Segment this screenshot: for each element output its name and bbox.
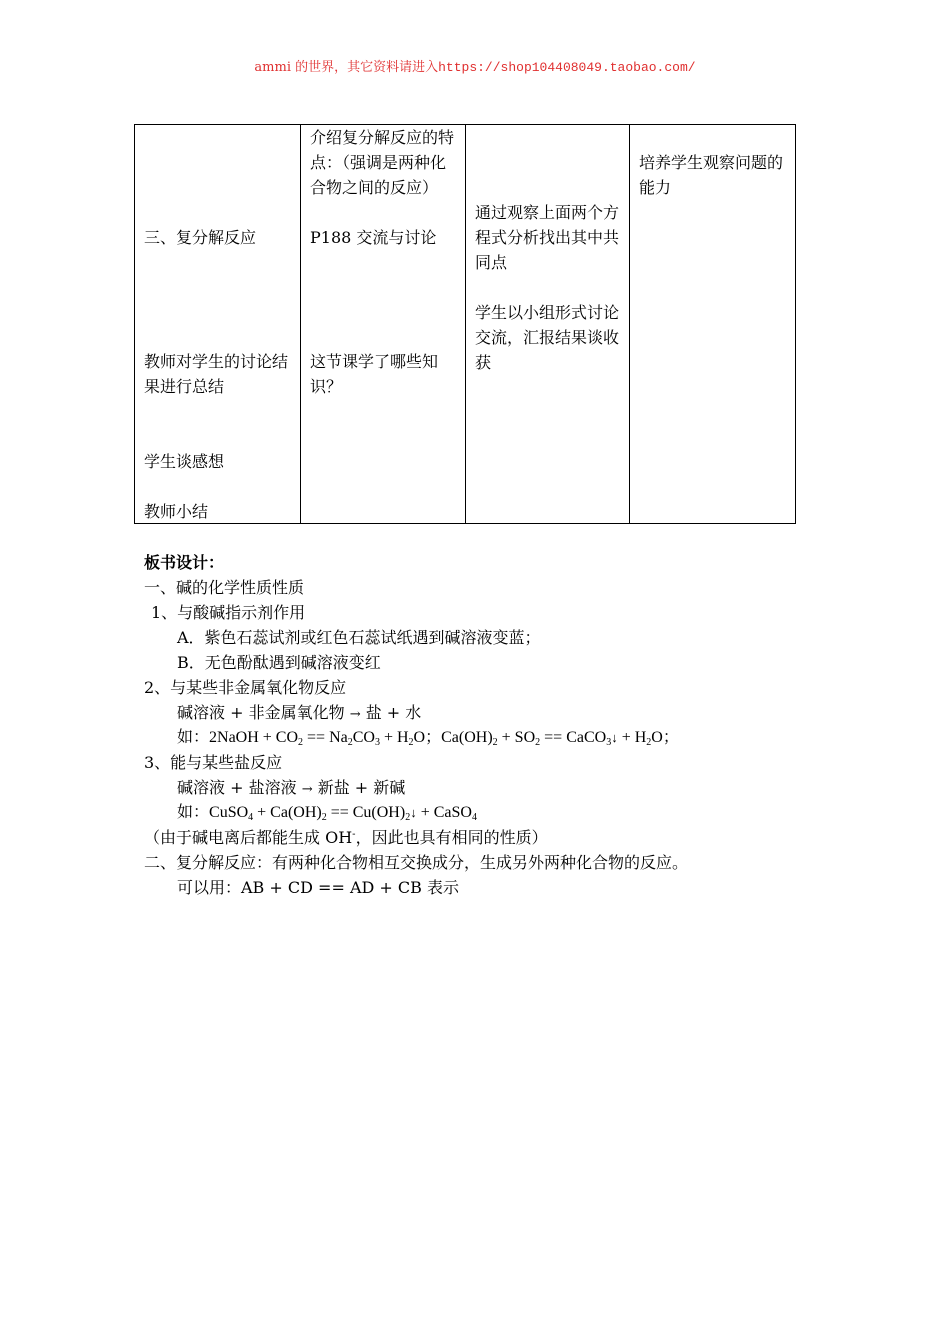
table-cell-goal (630, 125, 796, 524)
header-url[interactable]: https://shop104408049.taobao.com/ (438, 60, 696, 75)
table-cell-teacher (301, 125, 466, 524)
example-nonmetal-oxide: 如：2NaOH + $CO_2 == Na_2CO_3 + H_2O$；$Ca(OH)_2 + SO_2$ == CaCO$_3$↓ + $H_2O$； (177, 729, 679, 748)
group-discussion: 学生以小组形式讨论交流，汇报结果谈收获 (475, 303, 620, 372)
ionization-note: （由于碱电离后都能生成 OH-，因此也具有相同的性质） (144, 828, 548, 847)
double-decomposition-formula: 可以用：AB + CD == AD + CB 表示 (177, 878, 459, 897)
lesson-table (134, 124, 796, 524)
teacher-wrapup: 教师小结 (144, 502, 209, 521)
table-cell-activity (135, 125, 301, 524)
review-question: 这节课学了哪些知识？ (310, 352, 439, 396)
observe-equations: 通过观察上面两个方程式分析找出其中共同点 (475, 203, 620, 272)
precipitate-arrow-icon: ↓ (410, 805, 417, 820)
example-salt: 如：CuSO$_4$ + $Ca(OH)_2$ == $Cu(OH)_2↓$ + CaSO$_4$ (177, 804, 477, 823)
precipitate-arrow-icon: ↓ (611, 730, 618, 745)
table-cell-student (466, 125, 630, 524)
section-title: 三、复分解反应 (144, 228, 257, 247)
right-arrow-icon: → (349, 707, 361, 722)
right-arrow-icon: → (301, 782, 313, 797)
property-nonmetal-oxide: 2、与某些非金属氧化物反应 (144, 678, 347, 697)
teacher-summary: 教师对学生的讨论结果进行总结 (144, 352, 289, 396)
board-design (144, 550, 844, 900)
design-goal: 培养学生观察问题的能力 (639, 153, 784, 197)
property-indicator: 1、与酸碱指示剂作用 (151, 603, 306, 622)
reaction-intro: 介绍复分解反应的特点：（强调是两种化合物之间的反应） (310, 128, 455, 197)
student-feelings: 学生谈感想 (144, 452, 225, 471)
rule-salt: 碱溶液 + 盐溶液 → 新盐 + 新碱 (177, 778, 406, 797)
heading-base-properties: 一、碱的化学性质性质 (144, 578, 305, 597)
discussion-exchange: P188 交流与讨论 (310, 228, 437, 247)
header-text: ammi 的世界，其它资料请进入 (254, 60, 439, 75)
board-title: 板书设计： (144, 553, 225, 572)
page-header (0, 56, 950, 75)
indicator-litmus: A．紫色石蕊试剂或红色石蕊试纸遇到碱溶液变蓝； (177, 628, 541, 647)
property-salt: 3、能与某些盐反应 (144, 753, 283, 772)
indicator-phenolphthalein: B．无色酚酞遇到碱溶液变红 (177, 653, 381, 672)
rule-nonmetal-oxide: 碱溶液 + 非金属氧化物 → 盐 + 水 (177, 703, 422, 722)
heading-double-decomposition: 二、复分解反应：有两种化合物相互交换成分，生成另外两种化合物的反应。 (144, 853, 689, 872)
